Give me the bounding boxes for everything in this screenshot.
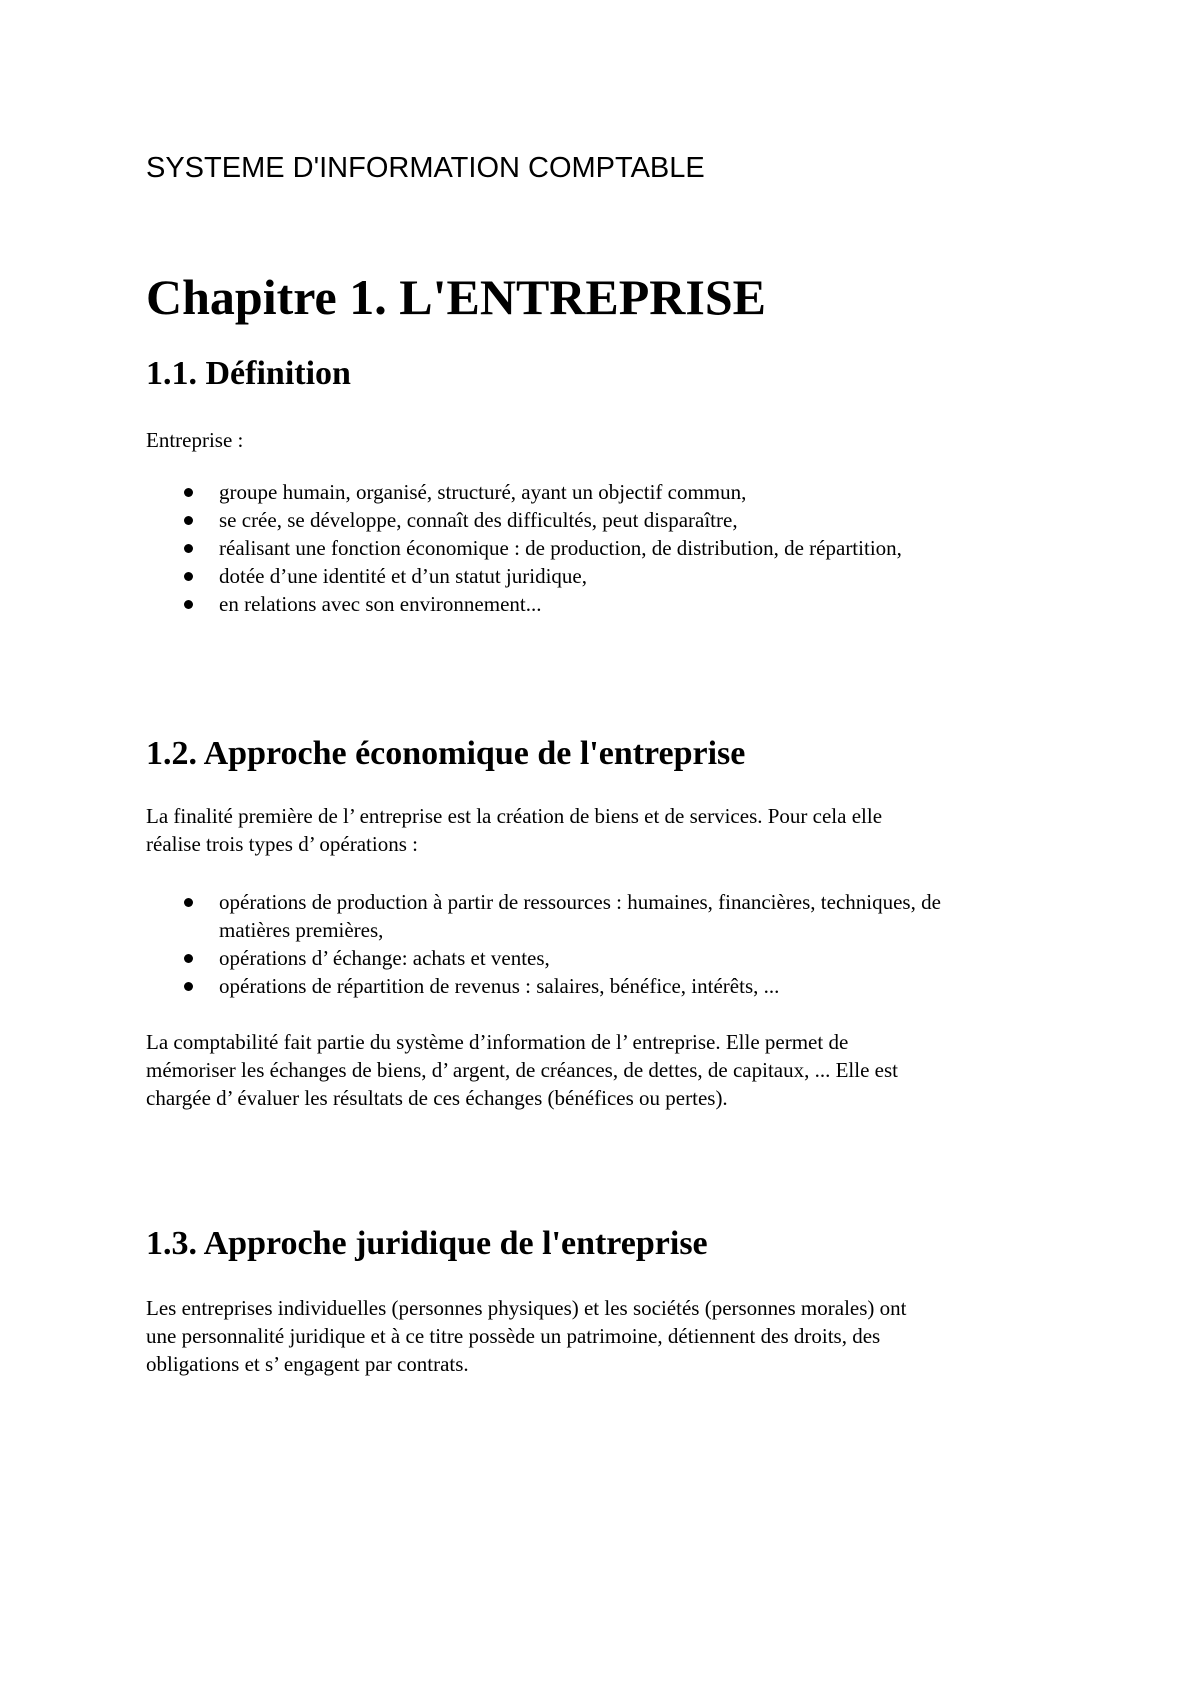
list-item: groupe humain, organisé, structuré, ayant un objectif commun,: [146, 478, 1096, 506]
list-item: dotée d’une identité et d’un statut juridique,: [146, 562, 1096, 590]
list-item: se crée, se développe, connaît des difficultés, peut disparaître,: [146, 506, 1096, 534]
definition-intro: Entreprise :: [146, 428, 244, 452]
accounting-paragraph: La comptabilité fait partie du système d’information de l’ entreprise. Elle permet de mémoriser les échanges de biens, d’ argent, de créances, de dettes, de capitaux, ... Elle est chargée d’ évaluer les résultats de ces échanges (bénéfices ou pertes).: [146, 1030, 899, 1110]
section-heading-economic-approach: 1.2. Approche économique de l'entreprise: [146, 735, 746, 772]
bullet-icon: [184, 898, 193, 907]
bullet-icon: [184, 600, 193, 609]
list-item: opérations d’ échange: achats et ventes,: [146, 944, 1096, 972]
list-item: opérations de répartition de revenus : salaires, bénéfice, intérêts, ...: [146, 972, 1096, 1000]
legal-paragraph: Les entreprises individuelles (personnes physiques) et les sociétés (personnes morales) ont une personnalité juridique et à ce titre possède un patrimoine, détiennent des droits, des obligations et s’ engagent par contrats.: [146, 1296, 907, 1376]
list-item: réalisant une fonction économique : de production, de distribution, de répartition,: [146, 534, 1096, 562]
definition-bullet-list: [146, 478, 1096, 618]
economic-operations-list: [146, 888, 1096, 1000]
document-header: SYSTEME D'INFORMATION COMPTABLE: [146, 152, 705, 184]
bullet-icon: [184, 954, 193, 963]
bullet-icon: [184, 544, 193, 553]
section-heading-legal-approach: 1.3. Approche juridique de l'entreprise: [146, 1225, 708, 1262]
economic-intro-paragraph: La finalité première de l’ entreprise est la création de biens et de services. Pour cela elle réalise trois types d’ opérations :: [146, 804, 883, 856]
chapter-title: Chapitre 1. L'ENTREPRISE: [146, 269, 767, 325]
bullet-icon: [184, 982, 193, 991]
list-item: en relations avec son environnement...: [146, 590, 1096, 618]
section-heading-definition: 1.1. Définition: [146, 355, 351, 392]
bullet-icon: [184, 488, 193, 497]
bullet-icon: [184, 572, 193, 581]
bullet-icon: [184, 516, 193, 525]
list-item: opérations de production à partir de ressources : humaines, financières, techniques, de matières premières,: [146, 888, 1096, 944]
